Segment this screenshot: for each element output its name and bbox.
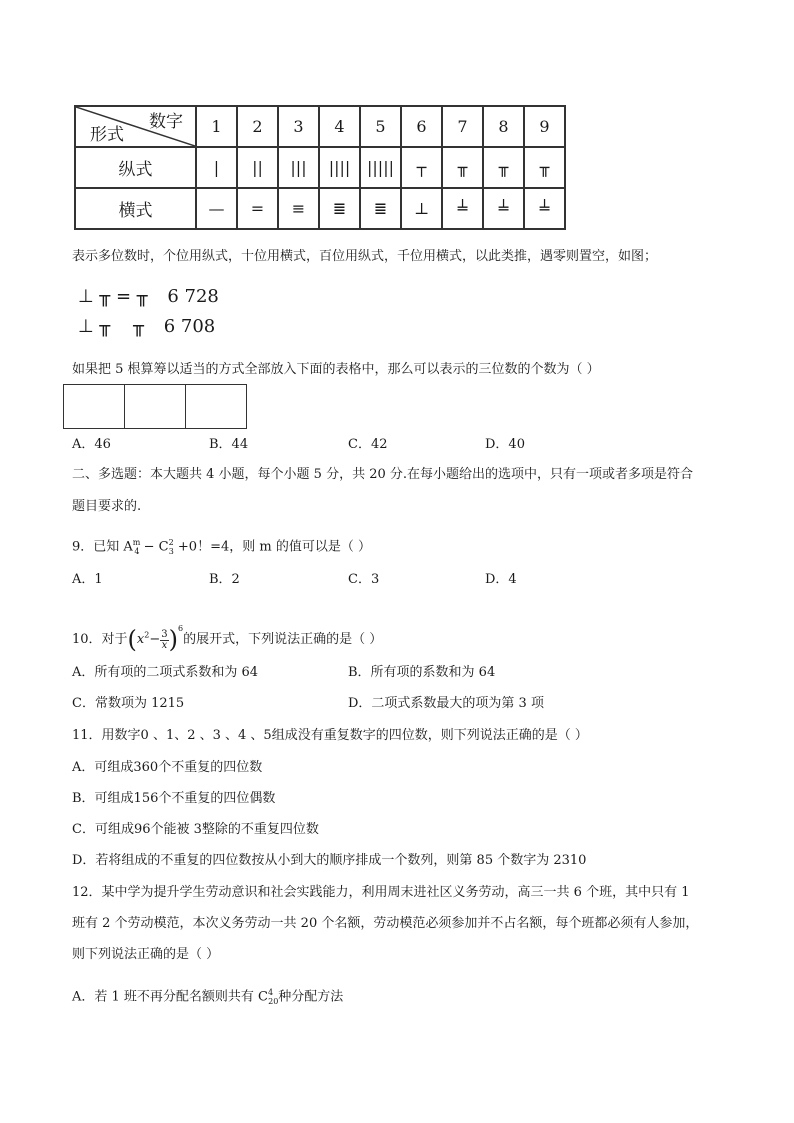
horizontal-label: 横式 <box>75 188 196 229</box>
vertical-rod: ┬ <box>401 147 442 188</box>
q10-pre: 10．对于 <box>72 632 128 647</box>
empty-cell <box>125 385 186 429</box>
vertical-rod: ||||| <box>360 147 401 188</box>
q12-a-pre: A．若 1 班不再分配名额则共有 C <box>72 989 269 1005</box>
vertical-rod: || <box>237 147 278 188</box>
table-header-cell <box>75 106 196 147</box>
empty-cell <box>64 385 125 429</box>
horizontal-rod: ╧ <box>483 188 524 229</box>
digit-cell: 3 <box>278 106 319 147</box>
q10-option: A．所有项的二项式系数和为 64 <box>72 665 259 680</box>
vertical-rod: ╥ <box>442 147 483 188</box>
q9-pre: 9．已知 A <box>72 539 133 555</box>
section-2-heading: 二、多选题：本大题共 4 小题，每个小题 5 分，共 20 分.在每小题给出的选项中，只有一项或者多项是符合 <box>72 467 694 482</box>
q12-a-post: 种分配方法 <box>278 989 344 1005</box>
digit-cell: 8 <box>483 106 524 147</box>
digit-cell: 9 <box>524 106 565 147</box>
question-11: 11．用数字0 、1、2 、3 、4 、5组成没有重复数字的四位数，则下列说法正确的是（ ） <box>72 728 588 743</box>
horizontal-rod: ⊥ <box>401 188 442 229</box>
q9-mid: − C <box>139 539 169 555</box>
q11-option: D．若将组成的不重复的四位数按从小到大的顺序排成一个数列，则第 85 个数字为 2310 <box>72 853 587 868</box>
q10-post: 的展开式，下列说法正确的是（ ） <box>183 632 383 647</box>
rod-numeral-table <box>74 105 566 230</box>
question-9: 9．已知 $A^m_4 - C^2_3 +0$！=4，则 m 的值可以是（ ） <box>72 538 371 556</box>
digit-cell: 6 <box>401 106 442 147</box>
q9-post: +0！=4，则 m 的值可以是（ ） <box>173 539 371 555</box>
intro-text: 表示多位数时，个位用纵式，十位用横式，百位用纵式，千位用横式，以此类推，遇零则置空，如图； <box>72 249 658 264</box>
example-rods: ⊥ ╥ = ╥ <box>78 286 148 307</box>
question-12-line: 12．某中学为提升学生劳动意识和社会实践能力，利用周末进社区义务劳动，高三一共 6 个班，其中只有 1 <box>72 885 690 900</box>
vertical-rod: | <box>196 147 237 188</box>
q8-option: D．40 <box>485 437 525 452</box>
q11-option: A．可组成360个不重复的四位数 <box>72 760 263 775</box>
empty-three-cell-table <box>63 384 247 429</box>
q8-option: B．44 <box>209 437 249 452</box>
vertical-rod: ╥ <box>524 147 565 188</box>
q11-option: B．可组成156个不重复的四位偶数 <box>72 791 276 806</box>
vertical-rod: ╥ <box>483 147 524 188</box>
digit-cell: 1 <box>196 106 237 147</box>
digit-cell: 5 <box>360 106 401 147</box>
horizontal-rod: ≣ <box>319 188 360 229</box>
example-row <box>78 316 215 337</box>
header-top-label: 数字 <box>149 112 183 132</box>
empty-cell <box>186 385 247 429</box>
question-12-line: 则下列说法正确的是（ ） <box>72 947 220 962</box>
q10-option: B．所有项的系数和为 64 <box>348 665 496 680</box>
q12-option-a: A．若 1 班不再分配名额则共有 $C^4_{20}$种分配方法 <box>72 988 344 1006</box>
horizontal-rod: ≡ <box>278 188 319 229</box>
horizontal-rod: = <box>237 188 278 229</box>
q8-option: C．42 <box>348 437 388 452</box>
q9-option: A．1 <box>72 572 103 587</box>
example-rods: ⊥ ╥ ╥ <box>78 316 144 337</box>
vertical-rod: |||| <box>319 147 360 188</box>
question-8-text: 如果把 5 根算筹以适当的方式全部放入下面的表格中，那么可以表示的三位数的个数为（ ） <box>72 362 600 377</box>
q11-option: C．可组成96个能被 3整除的不重复四位数 <box>72 822 319 837</box>
q10-option: C．常数项为 1215 <box>72 696 185 711</box>
vertical-rod: ||| <box>278 147 319 188</box>
question-12-line: 班有 2 个劳动模范，本次义务劳动一共 20 个名额，劳动模范必须参加并不占名额，每个班都必须有人参加， <box>72 916 699 931</box>
q9-option: D．4 <box>485 572 517 587</box>
q9-option: C．3 <box>348 572 380 587</box>
section-2-heading-cont: 题目要求的. <box>72 499 142 514</box>
q8-option: A．46 <box>72 437 111 452</box>
horizontal-rod: ╧ <box>442 188 483 229</box>
example-value: 6 728 <box>167 286 219 307</box>
header-bottom-label: 形式 <box>90 125 124 145</box>
digit-cell: 4 <box>319 106 360 147</box>
digit-cell: 7 <box>442 106 483 147</box>
vertical-label: 纵式 <box>75 147 196 188</box>
horizontal-rod: — <box>196 188 237 229</box>
horizontal-rod: ╧ <box>524 188 565 229</box>
question-10: 10．对于$(x^2-\frac{3}{x})^6$的展开式，下列说法正确的是（ ） <box>72 624 383 654</box>
q9-option: B．2 <box>209 572 240 587</box>
digit-cell: 2 <box>237 106 278 147</box>
example-row <box>78 286 219 307</box>
example-value: 6 708 <box>163 316 216 337</box>
q10-option: D．二项式系数最大的项为第 3 项 <box>348 696 544 711</box>
horizontal-rod: ≣ <box>360 188 401 229</box>
